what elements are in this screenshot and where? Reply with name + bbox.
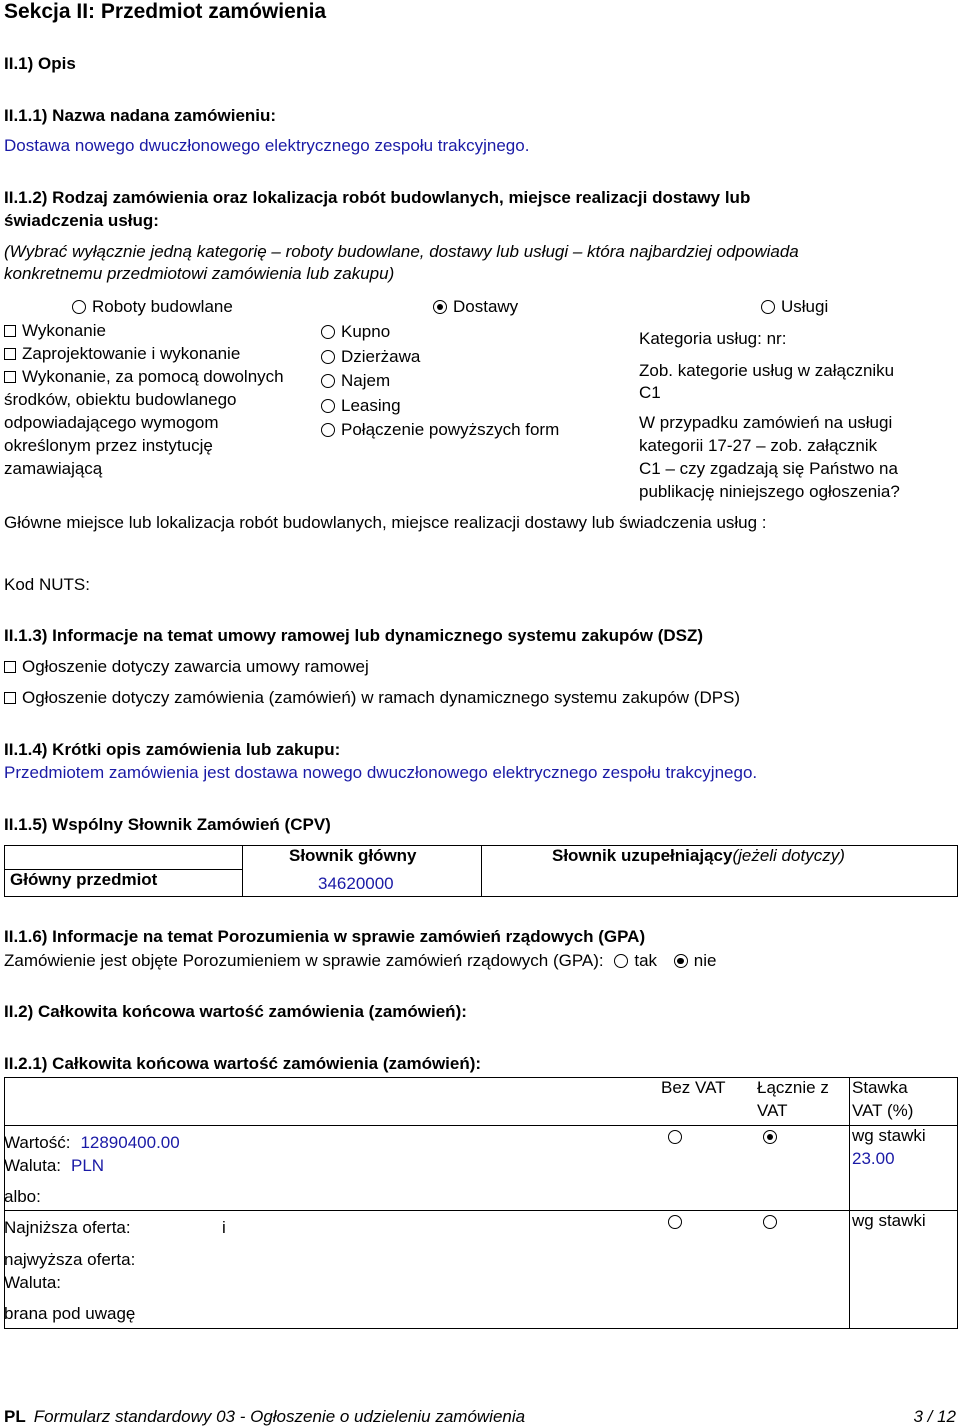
contract-name: Dostawa nowego dwuczłonowego elektrycznego zespołu trakcyjnego. [4, 136, 530, 155]
vat-rate-value: 23.00 [852, 1149, 895, 1168]
cpv-main-code: 34620000 [318, 874, 394, 893]
lowest-offer-label: Najniższa oferta: [4, 1218, 131, 1237]
considered-label: brana pod uwagę [4, 1304, 136, 1323]
checkbox-icon[interactable] [4, 661, 16, 673]
services-w-line4: publikację niniejszego ogłoszenia? [639, 482, 900, 501]
checkbox-icon[interactable] [4, 371, 16, 383]
services-category-nr: Kategoria usług: nr: [639, 329, 787, 348]
works-option-1[interactable]: Wykonanie [4, 321, 106, 341]
radio-icon[interactable] [321, 399, 335, 413]
services-w-line3: C1 – czy zgadzają się Państwo na [639, 459, 898, 478]
currency-row [4, 1156, 104, 1176]
checkbox-icon[interactable] [4, 692, 16, 704]
footer-left [4, 1407, 525, 1427]
value-row [4, 1133, 180, 1153]
vat-rate-label: wg stawki [852, 1126, 926, 1145]
radio-icon[interactable] [321, 374, 335, 388]
radio-icon[interactable] [668, 1130, 682, 1144]
short-description: Przedmiotem zamówienia jest dostawa nowego dwuczłonowego elektrycznego zespołu trakcyjnego. [4, 763, 758, 782]
gpa-text: Zamówienie jest objęte Porozumieniem w sprawie zamówień rządowych (GPA): [4, 951, 604, 970]
radio-selected-icon[interactable] [674, 954, 688, 968]
and-label: i [222, 1218, 226, 1237]
radio-icon[interactable] [321, 350, 335, 364]
heading-ii21: II.2.1) Całkowita końcowa wartość zamówienia (zamówień): [4, 1054, 482, 1073]
gpa-yes[interactable]: tak [614, 951, 657, 970]
heading-ii12-line2: świadczenia usług: [4, 211, 159, 230]
radio-icon[interactable] [321, 423, 335, 437]
heading-ii12-line1: II.1.2) Rodzaj zamówienia oraz lokalizacja robót budowlanych, miejsce realizacji dostawy lub [4, 188, 751, 207]
value-header-bez-vat: Bez VAT [661, 1078, 726, 1097]
radio-selected-icon[interactable] [763, 1130, 777, 1144]
category-supplies[interactable]: Dostawy [433, 297, 518, 317]
services-zob-line1: Zob. kategorie usług w załączniku [639, 361, 895, 380]
category-note-line1: (Wybrać wyłącznie jedną kategorię – roboty budowlane, dostawy lub usługi – która najbardziej odpowiada [4, 242, 799, 261]
heading-ii13: II.1.3) Informacje na temat umowy ramowej lub dynamicznego systemu zakupów (DSZ) [4, 626, 704, 645]
gpa-no[interactable]: nie [674, 951, 717, 970]
range-currency-label: Waluta: [4, 1273, 62, 1292]
heading-ii15: II.1.5) Wspólny Słownik Zamówień (CPV) [4, 815, 331, 834]
range-lacznie-vat-radio[interactable] [763, 1214, 783, 1232]
works-option-3-cont: środków, obiektu budowlanego [4, 390, 237, 409]
currency-value: PLN [71, 1156, 105, 1175]
value-label: Wartość: [4, 1133, 71, 1152]
highest-offer-label: najwyższa oferta: [4, 1250, 136, 1269]
radio-icon[interactable] [668, 1215, 682, 1229]
footer-form-name: Formularz standardowy 03 - Ogłoszenie o udzieleniu zamówienia [33, 1407, 526, 1426]
checkbox-icon[interactable] [4, 325, 16, 337]
bez-vat-radio[interactable] [668, 1129, 688, 1147]
works-option-3-cont: zamawiającą [4, 459, 103, 478]
main-place-label: Główne miejsce lub lokalizacja robót budowlanych, miejsce realizacji dostawy lub świadczenia usług : [4, 513, 767, 532]
category-works[interactable]: Roboty budowlane [72, 297, 233, 317]
category-note-line2: konkretnemu przedmiotowi zamówienia lub zakupu) [4, 264, 395, 283]
range-bez-vat-radio[interactable] [668, 1214, 688, 1232]
heading-ii16: II.1.6) Informacje na temat Porozumienia w sprawie zamówień rządowych (GPA) [4, 927, 646, 946]
cpv-header-supplementary: Słownik uzupełniający(jeżeli dotyczy) [552, 846, 845, 865]
cpv-header-main: Słownik główny [289, 846, 417, 865]
heading-ii1: II.1) Opis [4, 54, 76, 73]
value-header-lacznie-2: VAT [757, 1101, 788, 1120]
supply-option-dzierzawa[interactable]: Dzierżawa [321, 347, 420, 367]
works-option-3-cont: określonym przez instytucję [4, 436, 213, 455]
gpa-row [4, 951, 716, 971]
framework-option-1[interactable]: Ogłoszenie dotyczy zawarcia umowy ramowej [4, 657, 369, 677]
radio-icon[interactable] [321, 325, 335, 339]
footer-page-number: 3 / 12 [913, 1407, 956, 1426]
services-w-line1: W przypadku zamówień na usługi [639, 413, 893, 432]
value-header-lacznie-1: Łącznie z [757, 1078, 829, 1097]
lacznie-vat-radio[interactable] [763, 1129, 783, 1147]
services-zob-line2: C1 [639, 383, 661, 402]
heading-ii2: II.2) Całkowita końcowa wartość zamówienia (zamówień): [4, 1002, 467, 1021]
value-amount: 12890400.00 [80, 1133, 180, 1152]
value-header-stawka-1: Stawka [852, 1078, 908, 1097]
works-option-2[interactable]: Zaprojektowanie i wykonanie [4, 344, 240, 364]
currency-label: Waluta: [4, 1156, 62, 1175]
range-vat-rate-label: wg stawki [852, 1211, 926, 1230]
cpv-row-label: Główny przedmiot [10, 870, 158, 889]
works-option-3[interactable]: Wykonanie, za pomocą dowolnych [4, 367, 284, 387]
heading-ii11: II.1.1) Nazwa nadana zamówieniu: [4, 106, 277, 125]
framework-option-2[interactable]: Ogłoszenie dotyczy zamówienia (zamówień) w ramach dynamicznego systemu zakupów (DPS) [4, 688, 740, 708]
works-option-3-cont: odpowiadającego wymogom [4, 413, 219, 432]
checkbox-icon[interactable] [4, 348, 16, 360]
radio-selected-icon[interactable] [433, 300, 447, 314]
supply-option-najem[interactable]: Najem [321, 371, 390, 391]
albo-label: albo: [4, 1187, 41, 1206]
heading-ii14: II.1.4) Krótki opis zamówienia lub zakupu: [4, 740, 341, 759]
value-header-stawka-2: VAT (%) [852, 1101, 914, 1120]
supply-option-polaczenie[interactable]: Połączenie powyższych form [321, 420, 559, 440]
radio-icon[interactable] [614, 954, 628, 968]
radio-icon[interactable] [761, 300, 775, 314]
supply-option-leasing[interactable]: Leasing [321, 396, 401, 416]
category-services[interactable]: Usługi [761, 297, 828, 317]
footer-lang: PL [4, 1407, 26, 1426]
radio-icon[interactable] [763, 1215, 777, 1229]
supply-option-kupno[interactable]: Kupno [321, 322, 390, 342]
services-w-line2: kategorii 17-27 – zob. załącznik [639, 436, 878, 455]
section-title: Sekcja II: Przedmiot zamówienia [4, 0, 327, 23]
radio-icon[interactable] [72, 300, 86, 314]
kod-nuts-label: Kod NUTS: [4, 575, 90, 594]
value-table [4, 1077, 958, 1329]
